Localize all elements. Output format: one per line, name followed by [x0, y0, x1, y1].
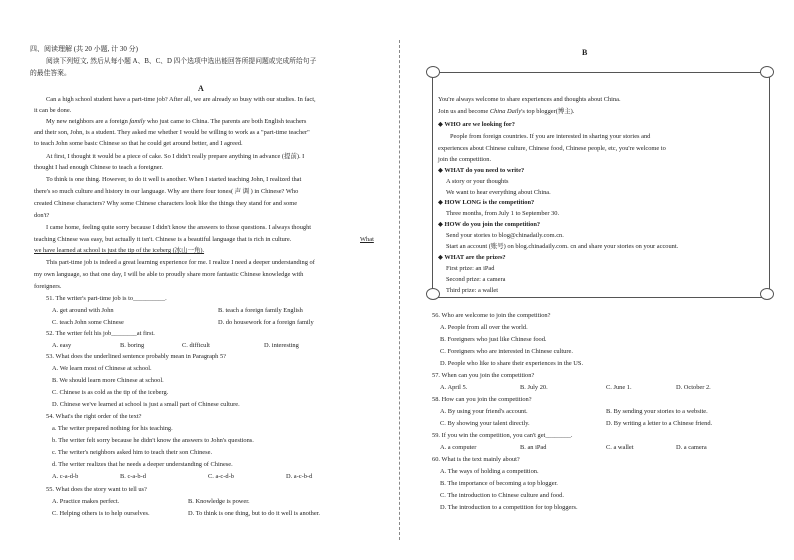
instruction-line-1: 阅读下列短文, 然后从每小题 A、B、C、D 四个选项中选出能回答所提问题或完成所给句子 [46, 58, 317, 65]
passage-a-line: thought I had enough Chinese to teach a foreigner. [34, 164, 164, 171]
option: C. teach John some Chinese [52, 319, 124, 326]
passage-a-line: This part-time job is indeed a great learning experience for me. I realize I need a deeper understanding of [46, 259, 315, 266]
passage-b-line: Start an account (账号) on blog.chinadaily.com. cn and share your stories on your account. [446, 243, 679, 250]
option: C. a-c-d-b [208, 473, 234, 480]
option: A. easy [52, 342, 72, 349]
heading-how-join: ◆ HOW do you join the competition? [438, 221, 541, 228]
question-59: 59. If you win the competition, you can't get________. [432, 432, 573, 439]
scroll-curl-icon [760, 288, 774, 300]
passage-a-line: and their son, John, is a student. They asked me whether I would be willing to work as a "part-time teacher" [34, 129, 310, 136]
option: A. We learn most of Chinese at school. [52, 365, 152, 372]
passage-a-title: A [198, 84, 204, 93]
heading-prizes: ◆ WHAT are the prizes? [438, 254, 506, 261]
option: C. Helping others is to help ourselves. [52, 510, 150, 517]
option: C. difficult [182, 342, 210, 349]
option: D. People who like to share their experiences in the US. [440, 360, 584, 367]
question-55: 55. What does the story want to tell us? [46, 486, 147, 493]
passage-a-line: To think is one thing. However, to do it well is another. When I started teaching John, I realized that [46, 176, 302, 183]
passage-a-line: teaching Chinese was easy, but actually it isn't. Chinese is a beautiful language that is rich in culture. [34, 236, 292, 243]
question-58: 58. How can you join the competition? [432, 396, 532, 403]
scroll-curl-icon [760, 66, 774, 78]
prize-line: First prize: an iPad [446, 265, 495, 272]
heading-who: ◆ WHO are we looking for? [438, 121, 515, 128]
option: A. get around with John [52, 307, 114, 314]
option: B. By sending your stories to a website. [606, 408, 708, 415]
question-60: 60. What is the text mainly about? [432, 456, 520, 463]
option: A. c-a-d-b [52, 473, 79, 480]
instruction-line-2: 的最佳答案。 [30, 70, 71, 77]
passage-a-line: created Chinese characters? Why some Chinese characters look like the things they stand for and some [34, 200, 298, 207]
passage-b-line: People from foreign countries. If you are interested in sharing your stories and [450, 133, 651, 140]
option: D. The introduction to a competition for top bloggers. [440, 504, 578, 511]
passage-a-line: foreigners. [34, 283, 62, 290]
option: B. July 20. [520, 384, 548, 391]
order-item: b. The writer felt sorry because he didn't know the answers to John's questions. [52, 437, 254, 444]
order-item: a. The writer prepared nothing for his teaching. [52, 425, 173, 432]
option: A. April 5. [440, 384, 468, 391]
passage-b-line: Three months, from July 1 to September 30. [446, 210, 560, 217]
option: C. Foreigners who are interested in Chinese culture. [440, 348, 573, 355]
passage-b-line: experiences about Chinese culture, Chinese food, Chinese people, etc, you're welcome to [438, 145, 666, 152]
passage-b-line: join the competition. [438, 156, 492, 163]
option: D. interesting [264, 342, 299, 349]
option: A. People from all over the world. [440, 324, 528, 331]
option: B. We should learn more Chinese at school. [52, 377, 164, 384]
option: D. To think is one thing, but to do it well is another. [188, 510, 321, 517]
order-item: c. The writer's neighbors asked him to teach their son Chinese. [52, 449, 213, 456]
passage-a-line: I came home, feeling quite sorry because I didn't know the answers to those questions. I always thought [46, 224, 312, 231]
option: D. a-c-b-d [286, 473, 313, 480]
option: B. boring [120, 342, 145, 349]
option: A. a computer [440, 444, 477, 451]
option: D. By writing a letter to a Chinese friend. [606, 420, 713, 427]
option: A. By using your friend's account. [440, 408, 528, 415]
option: B. c-a-b-d [120, 473, 146, 480]
passage-a-line: it can be done. [34, 107, 72, 114]
heading-how-long: ◆ HOW LONG is the competition? [438, 199, 535, 206]
option: B. Foreigners who just like Chinese food. [440, 336, 547, 343]
option: B. The importance of becoming a top blogger. [440, 480, 558, 487]
passage-b-line: We want to hear everything about China. [446, 189, 551, 196]
heading-what-write: ◆ WHAT do you need to write? [438, 167, 525, 174]
option: C. June 1. [606, 384, 632, 391]
prize-line: Second prize: a camera [446, 276, 506, 283]
option: D. Chinese we've learned at school is just a small part of Chinese culture. [52, 401, 240, 408]
column-divider [399, 40, 400, 540]
passage-b-title: B [582, 48, 588, 57]
underlined-sentence-start: What [360, 236, 374, 243]
option: D. October 2. [676, 384, 711, 391]
option: B. Knowledge is power. [188, 498, 250, 505]
option: C. By showing your talent directly. [440, 420, 530, 427]
scroll-curl-icon [426, 66, 440, 78]
option: D. do housework for a foreign family [218, 319, 314, 326]
passage-b-line: You're always welcome to share experiences and thoughts about China. [438, 96, 621, 103]
passage-a-line: to teach John some basic Chinese so that he could get around better, and I agreed. [34, 140, 243, 147]
option: D. a camera [676, 444, 707, 451]
option: C. The introduction to Chinese culture and food. [440, 492, 564, 499]
option: A. Practice makes perfect. [52, 498, 120, 505]
scroll-curl-icon [426, 288, 440, 300]
order-item: d. The writer realizes that he needs a deeper understanding of Chinese. [52, 461, 233, 468]
question-53: 53. What does the underlined sentence probably mean in Paragraph 5? [46, 353, 227, 360]
section-heading: 四、阅读理解 (共 20 小题, 计 30 分) [30, 45, 138, 53]
passage-a-line: don't? [34, 212, 50, 219]
passage-b-line: A story or your thoughts [446, 178, 509, 185]
option: B. teach a foreign family English [218, 307, 303, 314]
passage-a-line: my own language, so that one day, I will be able to proudly share more fantastic Chinese knowledge with [34, 271, 304, 278]
passage-a-line: My new neighbors are a foreign family who just came to China. The parents are both English teachers [46, 118, 307, 125]
prize-line: Third prize: a wallet [446, 287, 498, 294]
question-54: 54. What's the right order of the text? [46, 413, 142, 420]
option: C. a wallet [606, 444, 634, 451]
passage-a-line: At first, I thought it would be a piece of cake. So I didn't really prepare anything in advance (提前). I [46, 153, 305, 160]
passage-b-line: Send your stories to blog@chinadaily.com.cn. [446, 232, 564, 239]
passage-a-line: Can a high school student have a part-time job? After all, we are already so busy with our studies. In fact, [46, 96, 316, 103]
question-57: 57. When can you join the competition? [432, 372, 535, 379]
option: B. an iPad [520, 444, 547, 451]
question-56: 56. Who are welcome to join the competition? [432, 312, 551, 319]
option: A. The ways of holding a competition. [440, 468, 539, 475]
passage-b-line: Join us and become China Daily's top blogger(博主). [438, 108, 575, 115]
option: C. Chinese is as cold as the tip of the iceberg. [52, 389, 169, 396]
underlined-sentence: we have learned at school is just the tip of the iceberg (冰山一角). [34, 247, 205, 254]
question-51: 51. The writer's part-time job is to__________. [46, 295, 167, 302]
question-52: 52. The writer felt his job________at first. [46, 330, 155, 337]
passage-a-line: there's so much culture and history in our language. Why are there four tones( 声 调 ) in Chinese? Who [34, 188, 299, 195]
